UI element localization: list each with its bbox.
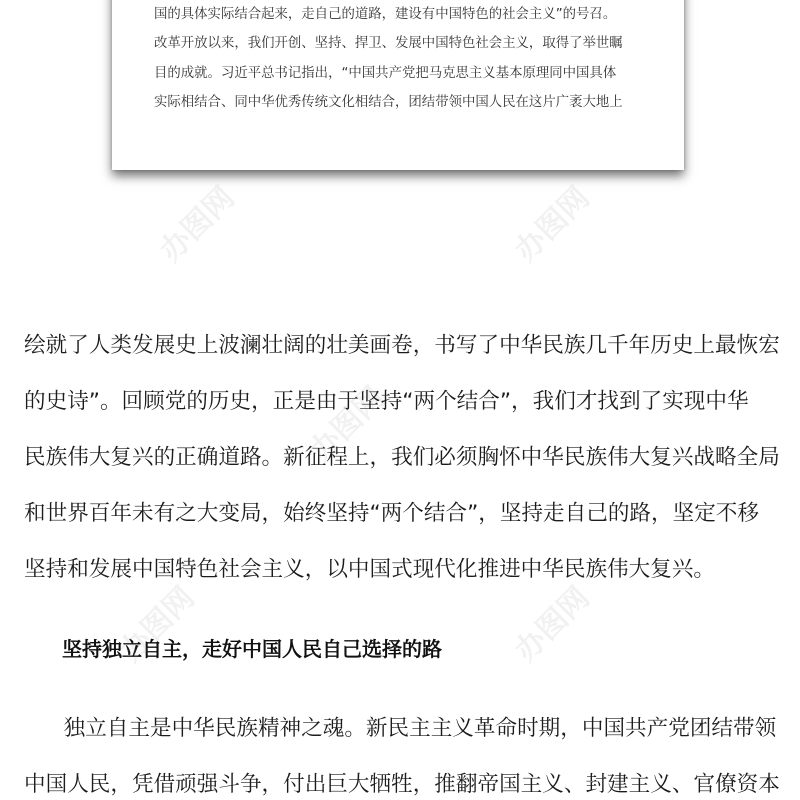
watermark: 办图网 bbox=[508, 180, 597, 269]
paragraph-line: 绘就了人类发展史上波澜壮阔的壮美画卷，书写了中华民族几千年历史上最恢宏 bbox=[24, 333, 780, 358]
quote-card-text bbox=[154, 0, 654, 118]
watermark: 办图网 bbox=[303, 380, 392, 469]
paragraph-line: 民族伟大复兴的正确道路。新征程上，我们必须胸怀中华民族伟大复兴战略全局 bbox=[24, 445, 780, 470]
paragraph-line: 独立自主是中华民族精神之魂。新民主主义革命时期，中国共产党团结带领 bbox=[42, 716, 777, 741]
paragraph-line: 的史诗”。回顾党的历史，正是由于坚持“两个结合”，我们才找到了实现中华 bbox=[24, 389, 749, 414]
watermark: 办图网 bbox=[153, 180, 242, 269]
section-heading: 坚持独立自主，走好中国人民自己选择的路 bbox=[62, 637, 442, 661]
quote-line: 国的具体实际结合起来，走自己的道路，建设有中国特色的社会主义”的号召。 bbox=[154, 6, 617, 22]
watermark: 办图网 bbox=[113, 580, 202, 669]
quote-line: 改革开放以来，我们开创、坚持、捍卫、发展中国特色社会主义，取得了举世瞩 bbox=[154, 36, 623, 51]
quote-line: 目的成就。习近平总书记指出，“中国共产党把马克思主义基本原理同中国具体 bbox=[154, 65, 617, 81]
quote-line: 实际相结合、同中华优秀传统文化相结合，团结带领中国人民在这片广袤大地上 bbox=[154, 95, 623, 110]
paragraph-line: 中国人民，凭借顽强斗争，付出巨大牺牲，推翻帝国主义、封建主义、官僚资本 bbox=[24, 772, 780, 797]
watermark: 办图网 bbox=[508, 580, 597, 669]
quote-card bbox=[112, 0, 684, 170]
paragraph-line: 和世界百年未有之大变局，始终坚持“两个结合”，坚持走自己的路，坚定不移 bbox=[24, 501, 759, 526]
paragraph-line: 坚持和发展中国特色社会主义，以中国式现代化推进中华民族伟大复兴。 bbox=[24, 557, 716, 582]
